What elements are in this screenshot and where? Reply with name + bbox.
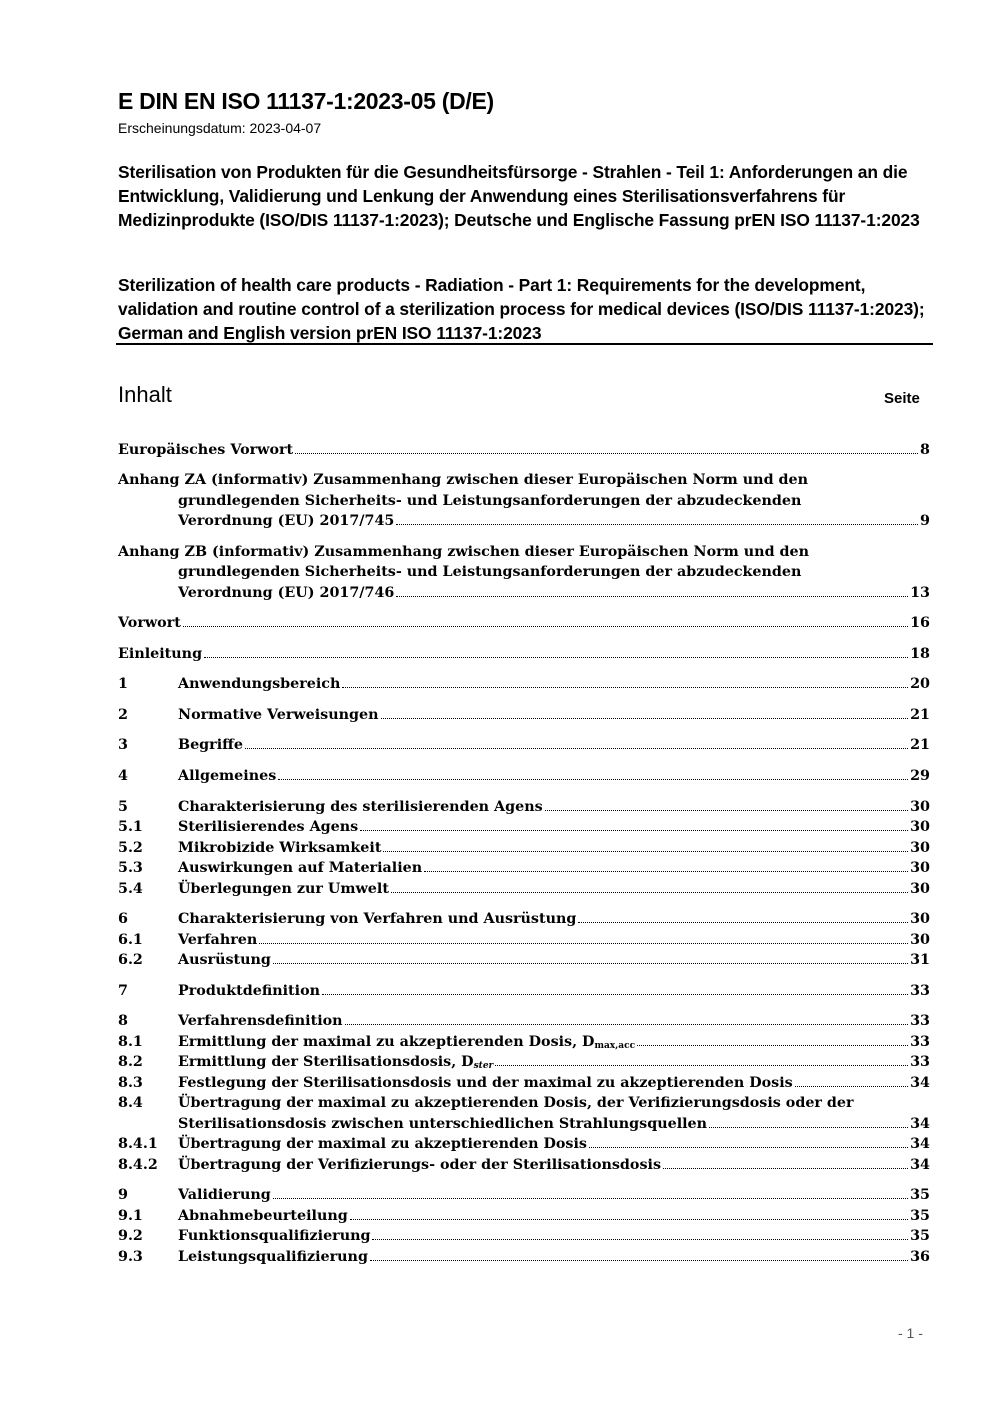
toc-entry[interactable] — [118, 1011, 930, 1031]
toc-entry-page: 33 — [910, 1013, 930, 1029]
footer-page-number: - 1 - — [898, 1325, 923, 1341]
toc-entry-number: 3 — [118, 737, 128, 753]
dot-leader — [259, 943, 908, 944]
toc-entry[interactable] — [118, 674, 930, 694]
dot-leader — [495, 1065, 908, 1066]
toc-entry-page: 20 — [910, 676, 930, 692]
toc-entry-label: Verordnung (EU) 2017/745 — [178, 513, 395, 529]
toc-entry-number: 6 — [118, 911, 128, 927]
toc-entry-label: Sterilisationsdosis zwischen unterschiedlichen Strahlungsquellen — [178, 1116, 708, 1132]
toc-entry-line[interactable] — [118, 470, 930, 490]
toc-entry-page: 34 — [910, 1116, 930, 1132]
toc-entry-page: 35 — [910, 1187, 930, 1203]
toc-entry-label: Leistungsqualifizierung — [178, 1249, 368, 1265]
dot-leader — [245, 748, 908, 749]
dot-leader — [360, 830, 908, 831]
toc-entry-page: 30 — [910, 860, 930, 876]
toc-entry-number: 9.3 — [118, 1249, 143, 1265]
toc-entry-label: Europäisches Vorwort — [118, 442, 294, 458]
toc-entry-line[interactable] — [118, 542, 930, 562]
toc-entry-label: grundlegenden Sicherheits- und Leistungsanforderungen der abzudeckenden — [178, 493, 802, 509]
dot-leader — [273, 963, 908, 964]
toc-entry-page: 33 — [910, 1054, 930, 1070]
toc-entry-number: 8.3 — [118, 1075, 143, 1091]
toc-entry[interactable] — [118, 930, 930, 950]
toc-entry-label: Übertragung der maximal zu akzeptierenden Dosis — [178, 1136, 587, 1152]
toc-entry[interactable] — [118, 735, 930, 755]
toc-entry-page: 33 — [910, 983, 930, 999]
toc-entry[interactable] — [118, 1185, 930, 1205]
toc-entry-page: 30 — [910, 840, 930, 856]
toc-entry-label: grundlegenden Sicherheits- und Leistungsanforderungen der abzudeckenden — [178, 564, 802, 580]
dot-leader — [372, 1239, 908, 1240]
toc-entry-page: 30 — [910, 819, 930, 835]
dot-leader — [545, 810, 908, 811]
toc-entry-page: 35 — [910, 1228, 930, 1244]
toc-entry[interactable] — [118, 1206, 930, 1226]
toc-entry-number: 9.2 — [118, 1228, 143, 1244]
toc-entry[interactable] — [118, 950, 930, 970]
toc-entry-number: 6.2 — [118, 952, 143, 968]
toc-entry-number: 8.4 — [118, 1095, 143, 1111]
toc-entry-label-text: Ermittlung der maximal zu akzeptierenden Dosis, D — [178, 1034, 595, 1050]
toc-entry-label: Ausrüstung — [178, 952, 271, 968]
dot-leader — [391, 892, 908, 893]
dot-leader — [370, 1260, 908, 1261]
toc-entry-label: Mikrobizide Wirksamkeit — [178, 840, 382, 856]
toc-entry-label: Übertragung der Verifizierungs- oder der Sterilisationsdosis — [178, 1157, 661, 1173]
toc-entry-label: Produktdefinition — [178, 983, 320, 999]
dot-leader — [273, 1198, 908, 1199]
toc-entry[interactable] — [118, 1134, 930, 1154]
toc-entry-page: 36 — [910, 1249, 930, 1265]
toc-entry-label: Übertragung der maximal zu akzeptierenden Dosis, der Verifizierungsdosis oder der — [178, 1095, 854, 1111]
toc-entry-label: Verfahren — [178, 932, 258, 948]
toc-entry-page: 34 — [910, 1136, 930, 1152]
toc-entry-label: Validierung — [178, 1187, 271, 1203]
toc-entry-page: 16 — [910, 615, 930, 631]
toc-entry[interactable] — [118, 817, 930, 837]
toc-entry[interactable] — [118, 511, 930, 531]
toc-entry-number: 5.2 — [118, 840, 143, 856]
dot-leader — [322, 994, 908, 995]
title-english: Sterilization of health care products - Radiation - Part 1: Requirements for the development, validation and routine control of a sterilization process for medical devices (ISO/DIS 11137-1:2023); German and English version prEN ISO 11137-1:2023 — [118, 275, 925, 343]
toc-entry[interactable] — [118, 1247, 930, 1267]
toc-entry-page: 30 — [910, 881, 930, 897]
toc-entry-label: Einleitung — [118, 646, 203, 662]
toc-entry-label: Festlegung der Sterilisationsdosis und der maximal zu akzeptierenden Dosis — [178, 1075, 793, 1091]
dot-leader — [342, 687, 908, 688]
toc-entry[interactable] — [118, 858, 930, 878]
toc-entry-page: 18 — [910, 646, 930, 662]
toc-entry-number: 5.4 — [118, 881, 143, 897]
toc-entry[interactable] — [118, 583, 930, 603]
toc-entry[interactable] — [118, 440, 930, 460]
toc-entry-label: Anhang ZA (informativ) Zusammenhang zwischen dieser Europäischen Norm und den — [118, 472, 809, 488]
toc-entry-number: 9 — [118, 1187, 128, 1203]
toc-entry[interactable] — [118, 981, 930, 1001]
toc-entry[interactable] — [118, 1155, 930, 1175]
toc-entry[interactable] — [118, 1226, 930, 1246]
dot-leader — [709, 1127, 908, 1128]
toc-entry-number: 8 — [118, 1013, 128, 1029]
toc-entry-page: 34 — [910, 1157, 930, 1173]
dot-leader — [663, 1168, 908, 1169]
toc-entry[interactable] — [118, 797, 930, 817]
toc-entry-number: 5 — [118, 799, 128, 815]
dot-leader — [278, 779, 908, 780]
toc-entry-page: 13 — [910, 585, 930, 601]
dot-leader — [424, 871, 908, 872]
toc-page-label: Seite — [884, 390, 920, 407]
toc-entry-page: 9 — [920, 513, 930, 529]
toc-entry-label: Sterilisierendes Agens — [178, 819, 359, 835]
toc-entry-page: 33 — [910, 1034, 930, 1050]
toc-entry[interactable] — [118, 1052, 930, 1072]
toc-entry-page: 21 — [910, 737, 930, 753]
title-divider — [116, 343, 933, 345]
toc-entry-page: 31 — [910, 952, 930, 968]
toc-entry-label: Auswirkungen auf Materialien — [178, 860, 423, 876]
toc-entry-label-text: Ermittlung der Sterilisationsdosis, D — [178, 1054, 474, 1070]
toc-entry-page: 34 — [910, 1075, 930, 1091]
toc-entry-number: 5.3 — [118, 860, 143, 876]
toc-entry-number: 4 — [118, 768, 128, 784]
toc-entry-label: Begriffe — [178, 737, 243, 753]
dot-leader — [396, 524, 918, 525]
toc-entry[interactable] — [118, 909, 930, 929]
toc-entry-label: Allgemeines — [178, 768, 277, 784]
dot-leader — [578, 922, 908, 923]
toc-entry-page: 29 — [910, 768, 930, 784]
toc-entry-page: 30 — [910, 799, 930, 815]
toc-entry-number: 8.4.1 — [118, 1136, 158, 1152]
dot-leader — [183, 626, 908, 627]
toc-entry-number: 5.1 — [118, 819, 143, 835]
toc-entry-number: 2 — [118, 707, 128, 723]
publication-date: Erscheinungsdatum: 2023-04-07 — [118, 120, 322, 136]
toc-entry-number: 9.1 — [118, 1208, 143, 1224]
toc-entry-page: 30 — [910, 911, 930, 927]
toc-entry-label: Abnahmebeurteilung — [178, 1208, 348, 1224]
toc-entry[interactable] — [118, 1032, 930, 1052]
dot-leader — [795, 1086, 908, 1087]
toc-entry-page: 21 — [910, 707, 930, 723]
dot-leader — [295, 453, 918, 454]
toc-entry-page: 35 — [910, 1208, 930, 1224]
dot-leader — [637, 1045, 908, 1046]
toc-entry[interactable] — [118, 766, 930, 786]
dot-leader — [381, 718, 909, 719]
toc-entry-number: 6.1 — [118, 932, 143, 948]
toc-entry-label: Vorwort — [118, 615, 181, 631]
toc-entry-label: Funktionsqualifizierung — [178, 1228, 371, 1244]
toc-entry[interactable] — [118, 705, 930, 725]
toc-entry-label: Charakterisierung von Verfahren und Ausrüstung — [178, 911, 577, 927]
toc-entry-line[interactable] — [118, 562, 930, 582]
toc-entry[interactable] — [118, 613, 930, 633]
subscript-ster: ster — [473, 1061, 494, 1071]
dot-leader — [589, 1147, 908, 1148]
toc-entry-line[interactable] — [118, 491, 930, 511]
toc-entry-page: 8 — [920, 442, 930, 458]
toc-entry-page: 30 — [910, 932, 930, 948]
toc-entry-label: Normative Verweisungen — [178, 707, 379, 723]
toc-entry-label: Anwendungsbereich — [178, 676, 341, 692]
toc-entry-number: 8.2 — [118, 1054, 143, 1070]
toc-entry-label: Anhang ZB (informativ) Zusammenhang zwischen dieser Europäischen Norm und den — [118, 544, 810, 560]
toc-entry-label: Verordnung (EU) 2017/746 — [178, 585, 395, 601]
dot-leader — [350, 1219, 908, 1220]
toc-entry-label: Verfahrensdefinition — [178, 1013, 343, 1029]
toc-entry-number: 8.4.2 — [118, 1157, 158, 1173]
document-id: E DIN EN ISO 11137-1:2023-05 (D/E) — [118, 88, 494, 114]
dot-leader — [396, 596, 908, 597]
toc-entry[interactable] — [118, 1073, 930, 1093]
toc-entry[interactable] — [118, 879, 930, 899]
title-german: Sterilisation von Produkten für die Gesundheitsfürsorge - Strahlen - Teil 1: Anforderungen an die Entwicklung, Validierung und Lenkung der Anwendung eines Sterilisationsverfahrens für Medizinprodukte (ISO/DIS 11137-1:2023); Deutsche und Englische Fassung prEN ISO 11137-1:2023 — [118, 162, 920, 230]
toc-entry[interactable] — [118, 644, 930, 664]
toc-entry[interactable] — [118, 1114, 930, 1134]
dot-leader — [345, 1024, 909, 1025]
toc-entry-label: Charakterisierung des sterilisierenden Agens — [178, 799, 543, 815]
toc-entry-number: 7 — [118, 983, 128, 999]
toc-entry-number: 8.1 — [118, 1034, 143, 1050]
dot-leader — [204, 657, 908, 658]
dot-leader — [383, 851, 908, 852]
toc-entry[interactable] — [118, 838, 930, 858]
toc-entry-line[interactable] — [118, 1093, 930, 1113]
toc-entry-label: Überlegungen zur Umwelt — [178, 881, 389, 897]
toc-heading: Inhalt — [118, 382, 172, 407]
toc-entry-number: 1 — [118, 676, 128, 692]
subscript-max-acc: max,acc — [594, 1041, 636, 1051]
